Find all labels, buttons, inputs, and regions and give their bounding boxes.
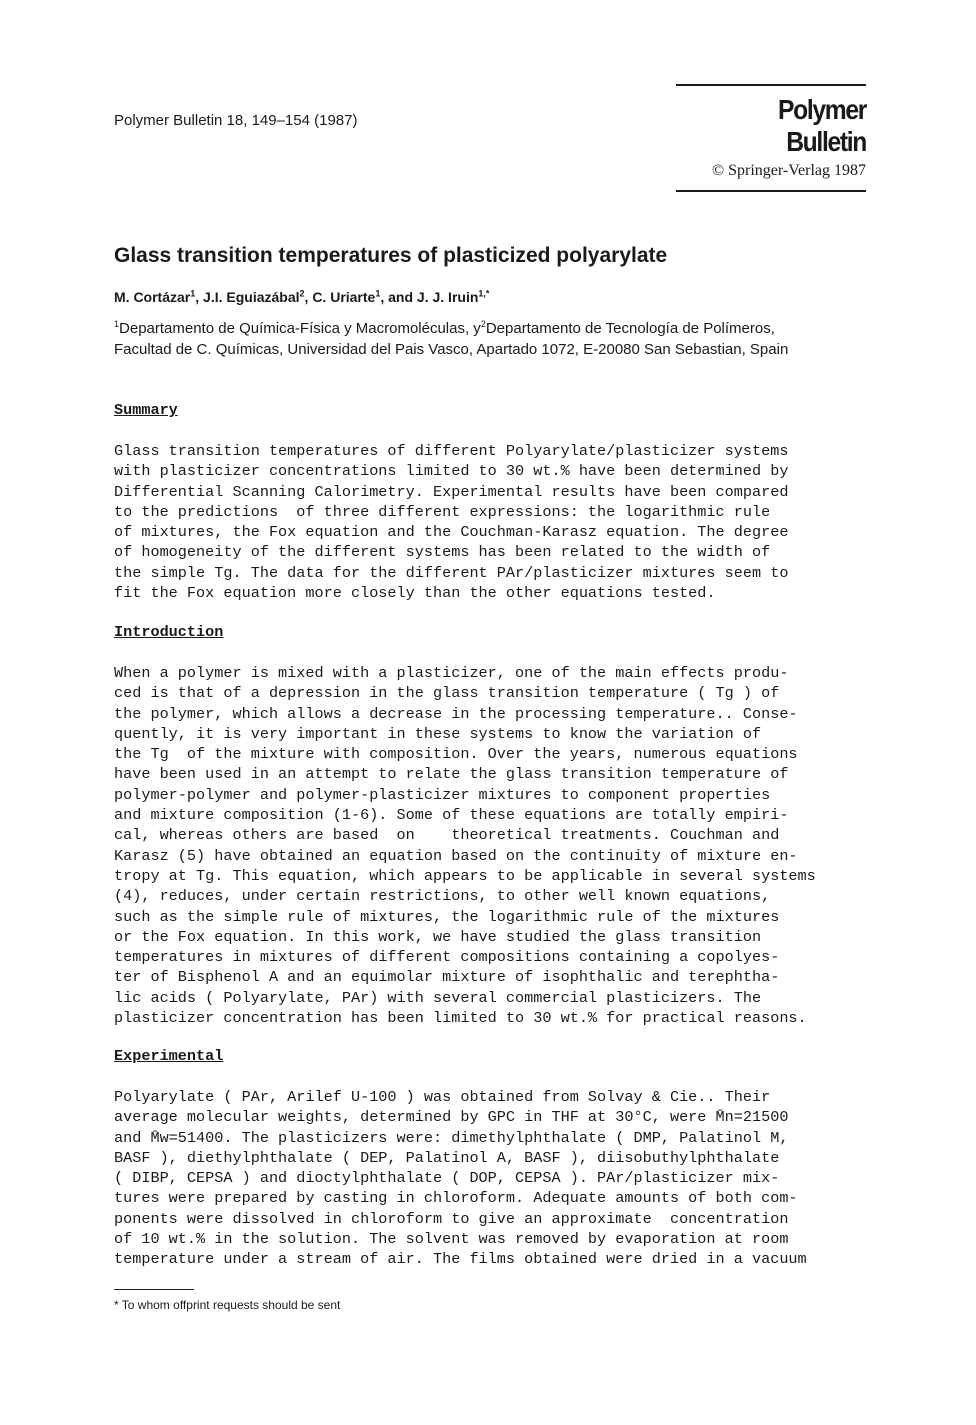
publisher-line: © Springer-Verlag 1987 (711, 162, 866, 179)
text-line: average molecular weights, determined by GPC in THF at 30°C, were M̄n=21500 (114, 1108, 789, 1127)
text-line: the Tg of the mixture with composition. Over the years, numerous equations (114, 745, 798, 764)
text-line: ter of Bisphenol A and an equimolar mixture of isophthalic and terephtha- (114, 968, 780, 987)
journal-masthead (676, 84, 866, 192)
text-line: When a polymer is mixed with a plasticizer, one of the main effects produ- (114, 664, 789, 682)
text-line: and M̄w=51400. The plasticizers were: dimethylphthalate ( DMP, Palatinol M, (114, 1128, 789, 1147)
text-line: cal, whereas others are based on theoretical treatments. Couchman and (114, 826, 780, 845)
text-line: the polymer, which allows a decrease in the processing temperature.. Conse- (114, 704, 798, 723)
footnote-rule (114, 1289, 194, 1290)
text-line: temperatures in mixtures of different compositions containing a copolyes- (114, 948, 780, 967)
masthead-top-rule (676, 84, 866, 86)
text-line: or the Fox equation. In this work, we have studied the glass transition (114, 927, 762, 946)
text-line: fit the Fox equation more closely than the other equations tested. (114, 584, 716, 603)
text-line: ( DIBP, CEPSA ) and dioctylphthalate ( DOP, CEPSA ). PAr/plasticizer mix- (114, 1169, 780, 1188)
text-line: of homogeneity of the different systems has been related to the width of (114, 543, 771, 562)
text-line: have been used in an attempt to relate the glass transition temperature of (114, 765, 789, 784)
author-affiliation-marker: 2 (299, 288, 305, 299)
text-line: tures were prepared by casting in chloroform. Adequate amounts of both com- (114, 1189, 798, 1208)
text-line: Polyarylate ( PAr, Arilef U-100 ) was obtained from Solvay & Cie.. Their (114, 1088, 771, 1106)
text-line: tropy at Tg. This equation, which appears to be applicable in several systems (114, 866, 816, 885)
text-line: and mixture composition (1-6). Some of these equations are totally empiri- (114, 806, 789, 825)
article-title: Glass transition temperatures of plasticized polyarylate (114, 244, 668, 267)
summary-heading: Summary (114, 401, 178, 419)
footnote: * To whom offprint requests should be sent (114, 1298, 341, 1312)
text-line: of 10 wt.% in the solution. The solvent was removed by evaporation at room (114, 1230, 789, 1249)
text-line: to the predictions of three different expressions: the logarithmic rule (114, 502, 771, 521)
author-name: C. Uriarte (312, 289, 376, 305)
text-line: ced is that of a depression in the glass transition temperature ( Tg ) of (114, 684, 780, 703)
text-line: ponents were dissolved in chloroform to give an approximate concentration (114, 1209, 789, 1228)
text-line: (4), reduces, under certain restrictions, to other well known equations, (114, 887, 771, 906)
text-line: plasticizer concentration has been limited to 30 wt.% for practical reasons. (114, 1009, 807, 1028)
text-line: such as the simple rule of mixtures, the logarithmic rule of the mixtures (114, 907, 780, 926)
citation-line: Polymer Bulletin 18, 149–154 (1987) (114, 112, 358, 129)
text-line: Glass transition temperatures of different Polyarylate/plasticizer systems (114, 442, 789, 460)
text-line: BASF ), diethylphthalate ( DEP, Palatinol A, BASF ), diisobuthylphthalate (114, 1148, 780, 1167)
affiliation (114, 318, 874, 360)
introduction-heading: Introduction (114, 623, 224, 641)
masthead-bottom-rule (676, 190, 866, 192)
text-line: with plasticizer concentrations limited to 30 wt.% have been determined by (114, 462, 789, 481)
journal-name: Polymer Bulletin (778, 94, 866, 157)
author-affiliation-marker: 1 (375, 288, 381, 299)
text-line: quently, it is very important in these systems to know the variation of (114, 724, 762, 743)
author-name: M. Cortázar (114, 289, 191, 305)
affiliation-line-1: $^1$Departamento de Química-Física y Macromoléculas, $y^2Departamento$ de Tecnología de Polímeros, (114, 319, 775, 337)
author-name: J.I. Eguiazábal (203, 289, 300, 305)
text-line: polymer-polymer and polymer-plasticizer mixtures to component properties (114, 785, 771, 804)
text-line: of mixtures, the Fox equation and the Couchman-Karasz equation. The degree (114, 523, 789, 542)
text-line: Karasz (5) have obtained an equation based on the continuity of mixture en- (114, 846, 798, 865)
text-line: the simple Tg. The data for the different PAr/plasticizer mixtures seem to (114, 563, 789, 582)
text-line: temperature under a stream of air. The films obtained were dried in a vacuum (114, 1250, 807, 1269)
author-affiliation-marker: 1 (190, 288, 196, 299)
author-affiliation-marker: 1,* (478, 288, 490, 299)
experimental-body (114, 1087, 807, 1270)
text-line: lic acids ( Polyarylate, PAr) with several commercial plasticizers. The (114, 988, 762, 1007)
experimental-heading: Experimental (114, 1047, 224, 1065)
introduction-body (114, 663, 816, 1028)
author-list: M. Cortázar$^1$, J.I. Eguiazábal$^2$, C. Uriarte$^1$, and J. J. Iruin$^{1,*}$ (114, 288, 490, 305)
author-name: J. J. Iruin (416, 289, 479, 305)
summary-body (114, 441, 788, 603)
text-line: Differential Scanning Calorimetry. Experimental results have been compared (114, 482, 789, 501)
affiliation-line-2: Facultad de C. Químicas, Universidad del Pais Vasco, Apartado 1072, E-20080 San Sebastian, Spain (114, 341, 789, 358)
